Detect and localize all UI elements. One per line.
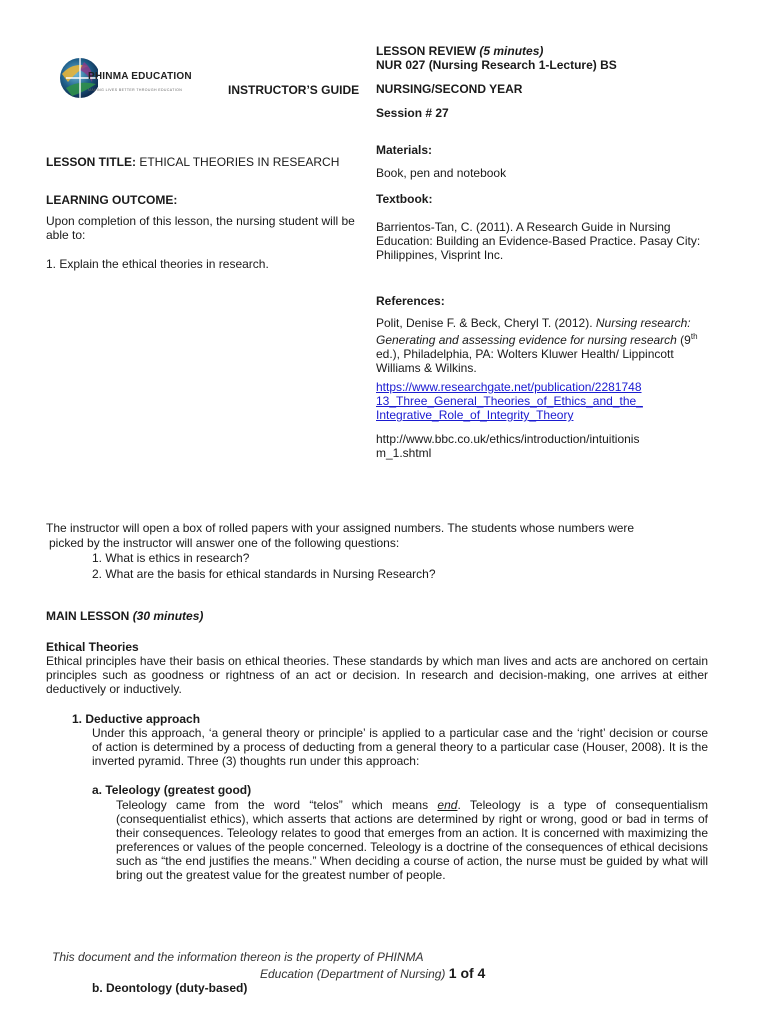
teleology-paragraph <box>116 798 708 882</box>
lesson-title-value: ETHICAL THEORIES IN RESEARCH <box>139 155 340 169</box>
teleology-end-word: end <box>437 798 458 812</box>
footer-property-line2 <box>260 966 485 981</box>
review-intro-line2: picked by the instructor will answer one of the following questions: <box>49 536 400 550</box>
deductive-approach-paragraph: Under this approach, ‘a general theory or principle’ is applied to a particular case and the ‘right’ decision or course of action is determined by a process of deducting from a general theory to a particular case (Houser, 2008). It is the inverted pyramid. Three (3) thoughts run under this approach: <box>92 726 708 768</box>
lesson-title-label: LESSON TITLE: <box>46 155 136 169</box>
main-lesson-time: (30 minutes) <box>132 609 204 623</box>
reference-book-title: Nursing research: Generating and assessing evidence for nursing research <box>376 316 691 347</box>
reference-polit-beck <box>376 316 712 375</box>
researchgate-link-line3[interactable]: Integrative_Role_of_Integrity_Theory <box>376 408 574 422</box>
materials-label: Materials: <box>376 143 433 157</box>
researchgate-link-line2[interactable]: 13_Three_General_Theories_of_Ethics_and_the_ <box>376 394 643 408</box>
textbook-label: Textbook: <box>376 192 433 206</box>
logo-subtitle: MAKING LIVES BETTER THROUGH EDUCATION <box>88 88 183 92</box>
learning-outcome-item: 1. Explain the ethical theories in research. <box>46 257 269 271</box>
ethical-theories-heading: Ethical Theories <box>46 640 139 654</box>
bbc-url-line2: m_1.shtml <box>376 446 432 460</box>
page-number: 1 of 4 <box>448 965 486 981</box>
review-question-2: 2. What are the basis for ethical standards in Nursing Research? <box>92 567 436 581</box>
learning-outcome-label: LEARNING OUTCOME: <box>46 193 178 207</box>
session-number: Session # 27 <box>376 106 449 120</box>
teleology-heading: a. Teleology (greatest good) <box>92 783 252 797</box>
teleology-text-rest: . Teleology is a type of consequentialism (consequentialist ethics), which asserts that actions are determined by right or wrong, good or bad in terms of their consequences. Teleology relates to good that emerges from an action. It is concerned with maximizing the preferences or values of the people concerned. Teleology is a doctrine of the consequences of ethical decisions such as “the end justifies the means.” When deciding a course of action, the nurse must be guided by what will bring out the greatest value for the greatest number of people. <box>116 798 708 882</box>
reference-edition: (9 <box>676 333 691 347</box>
lesson-title <box>46 155 366 169</box>
instructors-guide-label: INSTRUCTOR’S GUIDE <box>228 83 360 97</box>
reference-publisher: ed.), Philadelphia, PA: Wolters Kluwer Health/ Lippincott Williams & Wilkins. <box>376 347 674 375</box>
lesson-review-time: (5 minutes) <box>479 44 544 58</box>
materials-value: Book, pen and notebook <box>376 166 507 180</box>
reference-bbc-url <box>376 432 716 460</box>
lesson-review-label: LESSON REVIEW <box>376 44 477 58</box>
logo-text: PHINMA EDUCATION <box>88 71 192 82</box>
references-label: References: <box>376 294 445 308</box>
researchgate-link-line1[interactable]: https://www.researchgate.net/publication/2281748 <box>376 380 642 394</box>
reference-edition-sup: th <box>690 332 698 341</box>
teleology-text-start: Teleology came from the word “telos” which means <box>116 798 438 812</box>
bbc-url-line1: http://www.bbc.co.uk/ethics/introduction/intuitionis <box>376 432 640 446</box>
ethical-theories-paragraph: Ethical principles have their basis on ethical theories. These standards by which man lives and acts are anchored on certain principles such as goodness or rightness of an act or decision. In research and decision-making, one arrives at either deductively or inductively. <box>46 654 708 696</box>
learning-outcome-intro: Upon completion of this lesson, the nursing student will be able to: <box>46 214 355 242</box>
main-lesson-heading <box>46 609 203 623</box>
footer-property-line1: This document and the information thereon is the property of PHINMA <box>52 950 424 964</box>
deductive-approach-heading: 1. Deductive approach <box>72 712 201 726</box>
review-intro-line1: The instructor will open a box of rolled papers with your assigned numbers. The students whose numbers were <box>46 521 635 535</box>
reference-researchgate-link[interactable] <box>376 380 716 422</box>
reference-authors: Polit, Denise F. & Beck, Cheryl T. (2012). <box>376 316 596 330</box>
program-year: NURSING/SECOND YEAR <box>376 82 523 96</box>
deontology-heading: b. Deontology (duty-based) <box>92 981 248 995</box>
main-lesson-label: MAIN LESSON <box>46 609 130 623</box>
lesson-header <box>376 44 756 72</box>
footer-department: Education (Department of Nursing) <box>260 967 446 981</box>
textbook-citation: Barrientos-Tan, C. (2011). A Research Guide in Nursing Education: Building an Evidence-Based Practice. Pasay City: Philippines, Visprint Inc. <box>376 220 701 262</box>
course-code: NUR 027 (Nursing Research 1-Lecture) BS <box>376 58 617 72</box>
review-question-1: 1. What is ethics in research? <box>92 551 250 565</box>
